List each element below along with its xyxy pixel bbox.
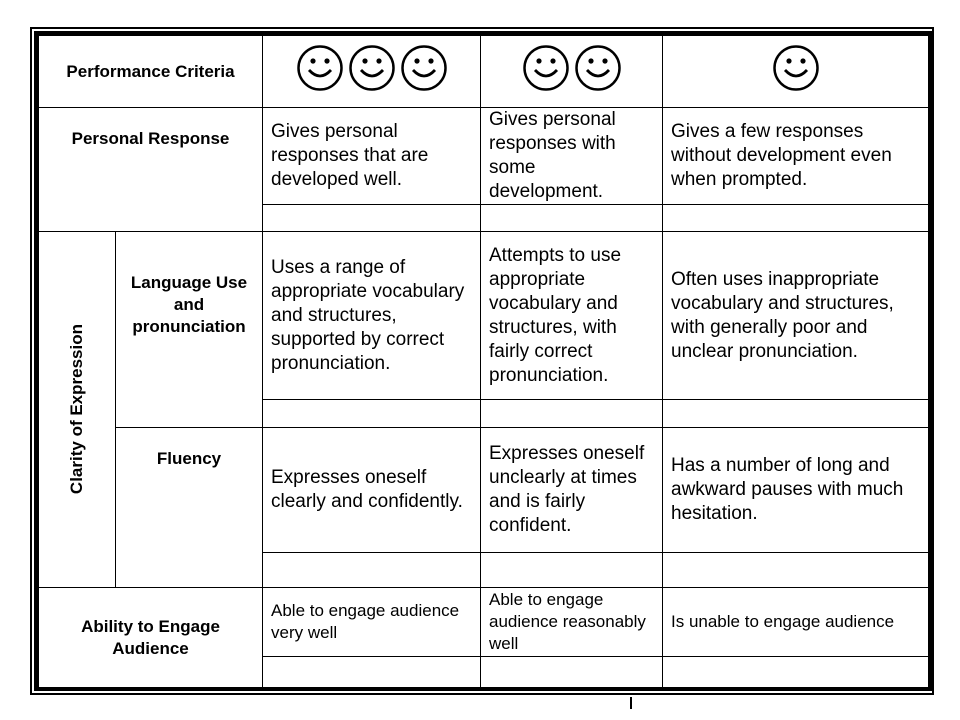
descriptor-cell: Uses a range of appropriate vocabulary and structures, supported by correct pronunciation. xyxy=(263,232,481,400)
descriptor-cell: Attempts to use appropriate vocabulary and structures, with fairly correct pronunciation. xyxy=(481,232,663,400)
descriptor-cell: Able to engage audience very well xyxy=(263,588,481,657)
score-cell xyxy=(263,553,481,588)
personal-response-label: Personal Response xyxy=(39,108,263,232)
smiley-icon xyxy=(522,44,570,99)
table-row xyxy=(39,428,929,553)
header-row xyxy=(39,36,929,108)
score-cell xyxy=(263,205,481,232)
descriptor-cell: Has a number of long and awkward pauses with much hesitation. xyxy=(663,428,929,553)
score-cell xyxy=(663,553,929,588)
level-2-header xyxy=(481,36,663,108)
score-cell xyxy=(663,400,929,428)
smiley-icon xyxy=(574,44,622,99)
clarity-of-expression-label: Clarity of Expression xyxy=(67,324,86,495)
descriptor-cell: Gives personal responses that are developed well. xyxy=(263,108,481,205)
rubric-table xyxy=(38,35,929,688)
score-cell xyxy=(263,400,481,428)
score-cell xyxy=(263,657,481,688)
descriptor-cell: Expresses oneself clearly and confidently. xyxy=(263,428,481,553)
smiley-icon xyxy=(400,44,448,99)
descriptor-cell: Gives personal responses with some development. xyxy=(481,108,663,205)
fluency-label: Fluency xyxy=(116,428,263,588)
score-cell xyxy=(481,553,663,588)
descriptor-cell: Gives a few responses without development even when prompted. xyxy=(663,108,929,205)
score-cell xyxy=(481,205,663,232)
descriptor-cell: Able to engage audience reasonably well xyxy=(481,588,663,657)
language-use-label: Language Use and pronunciation xyxy=(116,232,263,428)
smiley-icon xyxy=(296,44,344,99)
descriptor-cell: Expresses oneself unclearly at times and is fairly confident. xyxy=(481,428,663,553)
level-3-header xyxy=(263,36,481,108)
descriptor-cell: Is unable to engage audience xyxy=(663,588,929,657)
engage-label: Ability to Engage Audience xyxy=(39,588,263,688)
score-cell xyxy=(481,400,663,428)
clarity-group-cell xyxy=(39,232,116,588)
table-row xyxy=(39,232,929,400)
descriptor-cell: Often uses inappropriate vocabulary and structures, with generally poor and unclear pronunciation. xyxy=(663,232,929,400)
table-row xyxy=(39,108,929,205)
score-cell xyxy=(663,205,929,232)
score-cell xyxy=(663,657,929,688)
table-row xyxy=(39,588,929,657)
smiley-icon xyxy=(772,44,820,99)
score-cell xyxy=(481,657,663,688)
text-cursor xyxy=(630,697,632,709)
level-1-header xyxy=(663,36,929,108)
criteria-header: Performance Criteria xyxy=(39,36,263,108)
smiley-icon xyxy=(348,44,396,99)
